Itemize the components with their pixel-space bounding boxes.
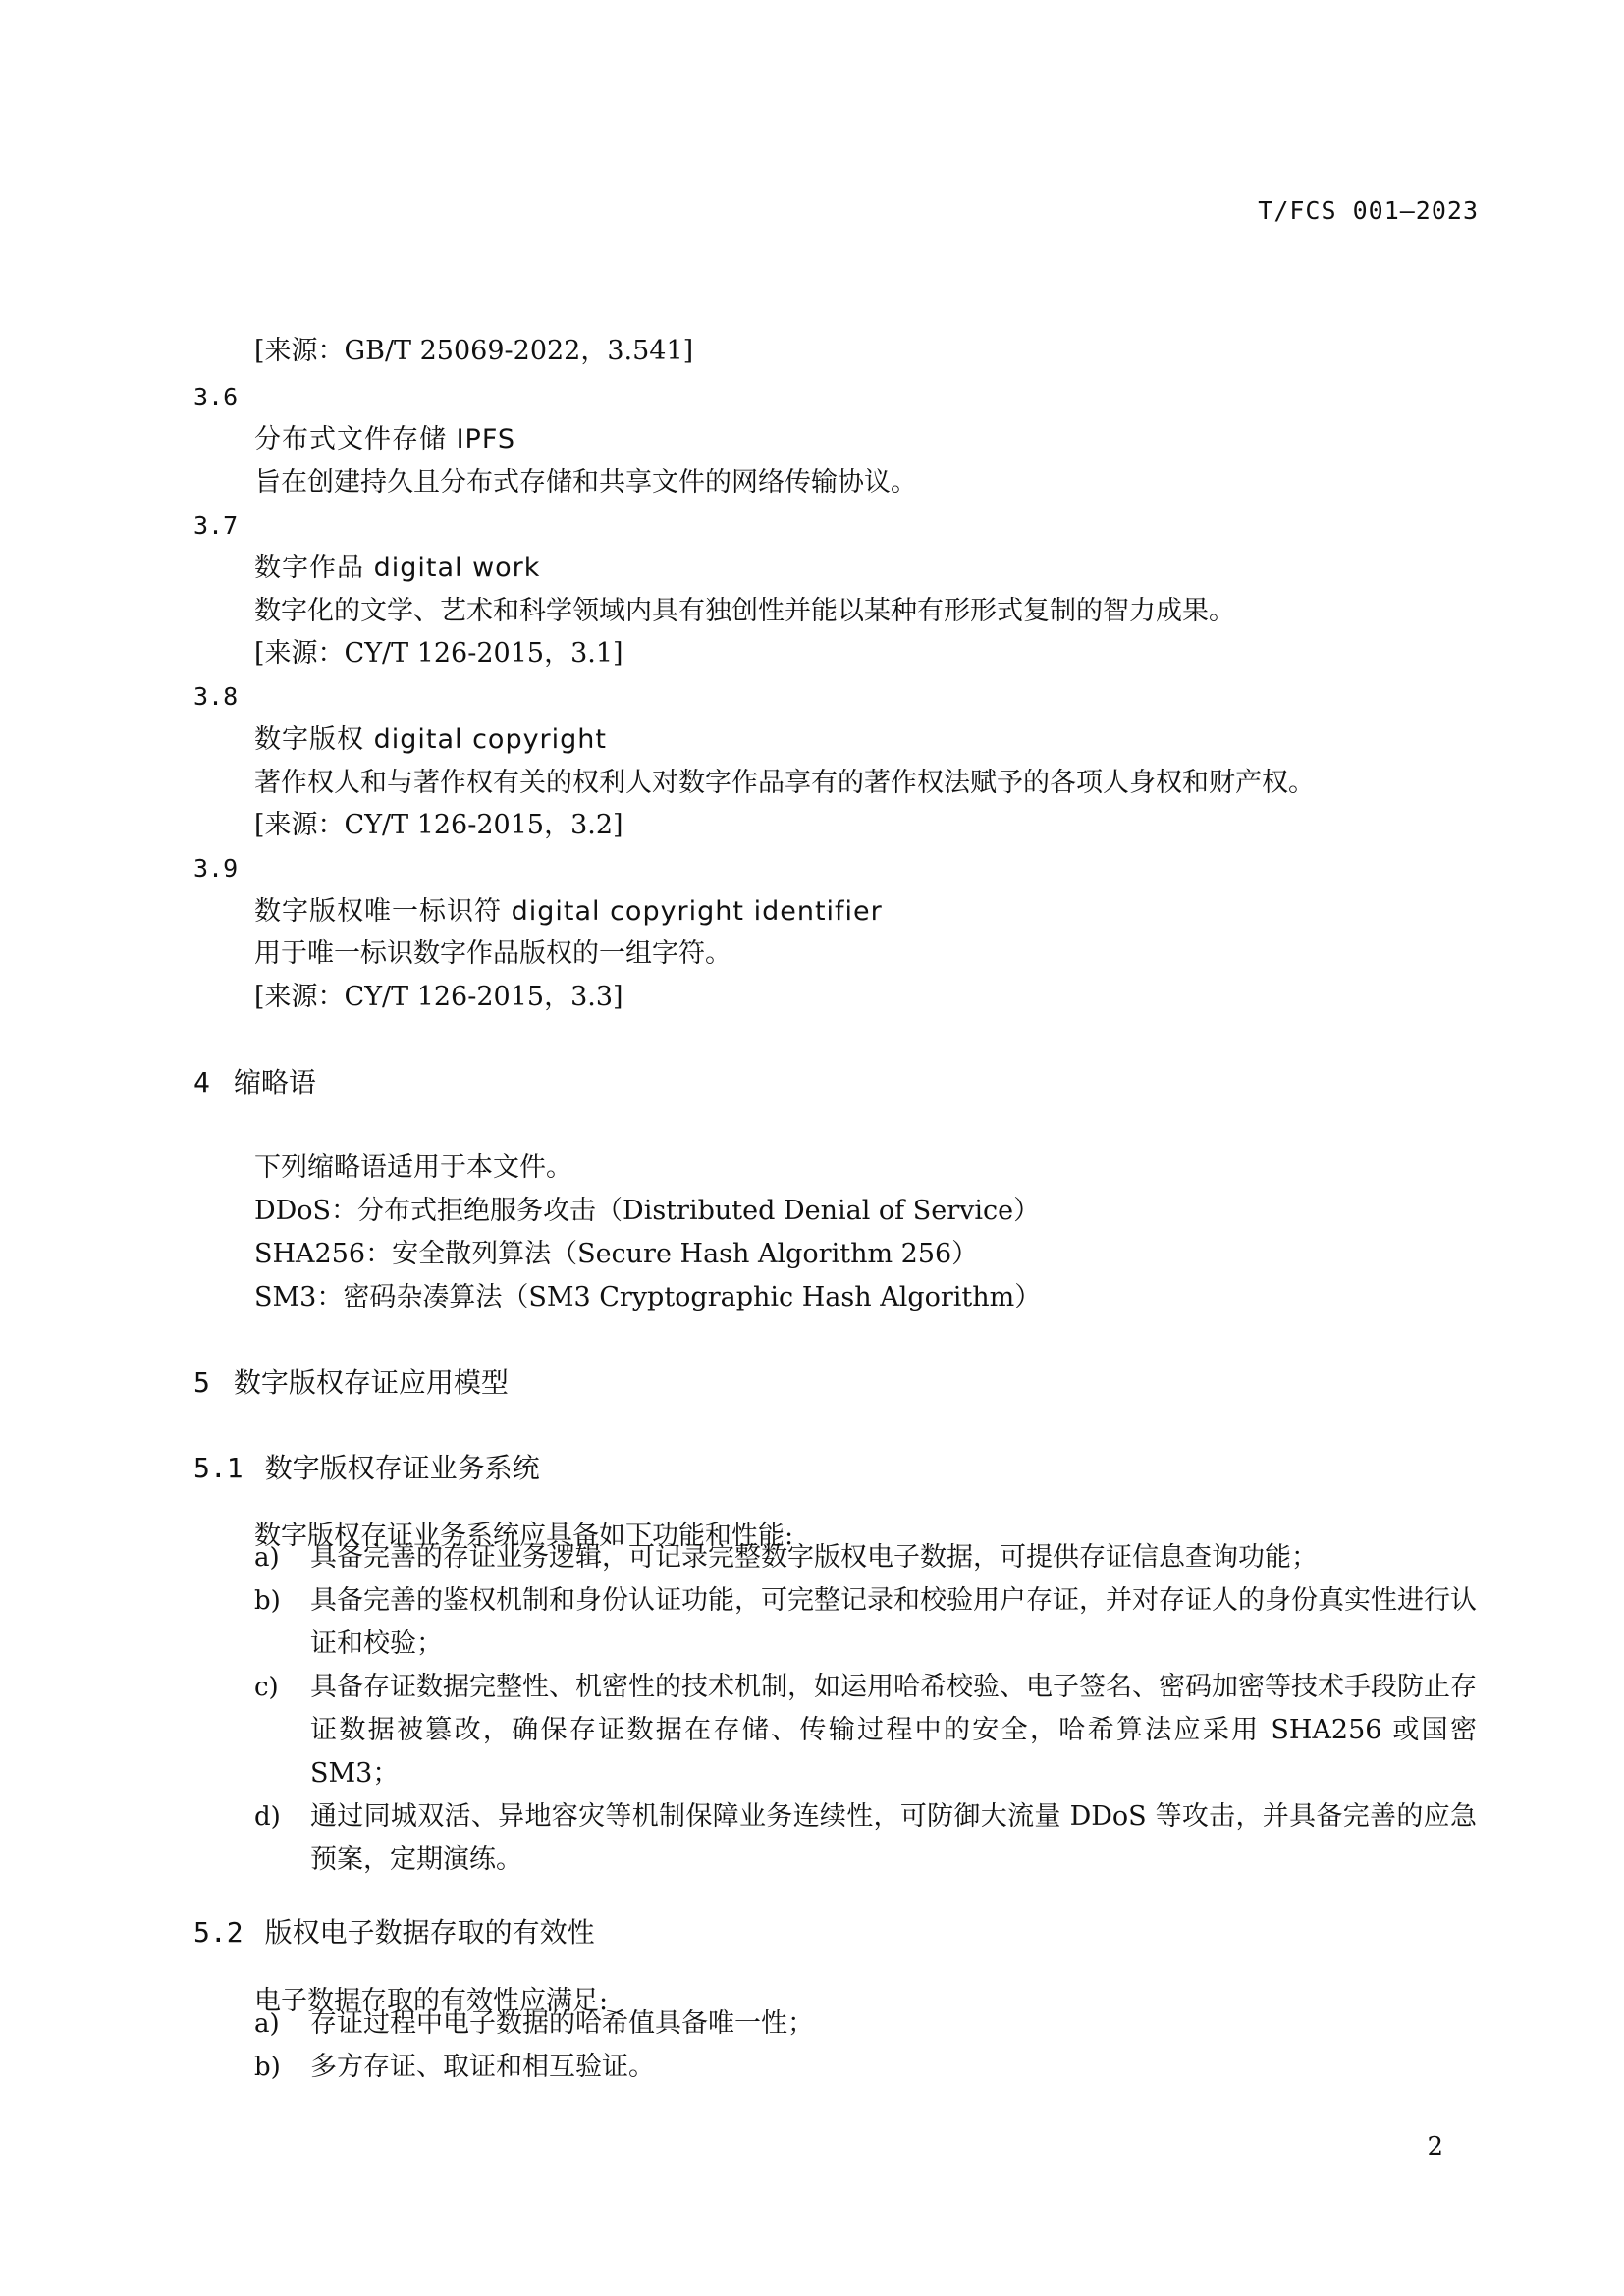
subsection-heading [193,1914,595,1951]
term-definition: 数字化的文学、艺术和科学领域内具有独创性并能以某种有形形式复制的智力成果。 [254,596,1235,626]
list-item-text: 具备完善的鉴权机制和身份认证功能，可完整记录和校验用户存证，并对存证人的身份真实性进行认证和校验； [310,1585,1477,1659]
subsection-number: 5.1 [193,1452,244,1484]
list-item-label: a) [254,1543,280,1573]
term-number: 3.6 [193,383,239,411]
section-number: 4 [193,1066,210,1098]
section-intro: 下列缩略语适用于本文件。 [254,1152,572,1183]
source-reference: [来源：GB/T 25069-2022，3.541] [254,336,694,366]
term-definition: 用于唯一标识数字作品版权的一组字符。 [254,938,731,969]
page-number: 2 [1427,2132,1443,2162]
subsection-intro: 电子数据存取的有效性应满足: [254,1986,609,2016]
subsection-title: 版权电子数据存取的有效性 [264,1916,595,1949]
list-item-label: d) [254,1802,281,1832]
term-number: 3.8 [193,682,239,711]
term-definition: 旨在创建持久且分布式存储和共享文件的网络传输协议。 [254,467,917,498]
subsection-heading [193,1450,540,1487]
list-item-label: b) [254,1586,281,1616]
section-heading [193,1364,509,1402]
subsection-number: 5.2 [193,1916,244,1949]
source-reference: [来源：CY/T 126-2015，3.3] [254,982,623,1012]
term-number: 3.7 [193,511,239,540]
subsection-intro: 数字版权存证业务系统应具备如下功能和性能: [254,1521,794,1551]
term-title: 数字版权唯一标识符 digital copyright identifier [254,896,883,927]
section-heading [193,1064,316,1101]
list-item-text: 存证过程中电子数据的哈希值具备唯一性； [310,2008,814,2039]
term-title: 数字作品 digital work [254,553,541,583]
list-item-label: c) [254,1673,279,1702]
abbreviation-item: SHA256：安全散列算法（Secure Hash Algorithm 256） [254,1239,979,1269]
list-item-text: 具备完善的存证业务逻辑，可记录完整数字版权电子数据，可提供存证信息查询功能； [310,1542,1318,1573]
abbreviation-item: SM3：密码杂凑算法（SM3 Cryptographic Hash Algorithm） [254,1282,1042,1312]
term-number: 3.9 [193,854,239,882]
term-title: 数字版权 digital copyright [254,724,607,755]
list-item-text: 多方存证、取证和相互验证。 [310,2052,655,2082]
list-item-label: b) [254,2053,281,2082]
standard-code: T/FCS 001—2023 [1258,196,1479,225]
subsection-title: 数字版权存证业务系统 [264,1452,540,1484]
section-title: 数字版权存证应用模型 [233,1366,509,1399]
list-item-text: 通过同城双活、异地容灾等机制保障业务连续性，可防御大流量 DDoS 等攻击，并具备完善的应急预案，定期演练。 [310,1801,1477,1875]
list-item-label: a) [254,2009,280,2039]
section-number: 5 [193,1366,210,1399]
term-title: 分布式文件存储 IPFS [254,424,516,454]
term-definition: 著作权人和与著作权有关的权利人对数字作品享有的著作权法赋予的各项人身权和财产权。 [254,768,1315,798]
abbreviation-item: DDoS：分布式拒绝服务攻击（Distributed Denial of Service） [254,1196,1041,1226]
source-reference: [来源：CY/T 126-2015，3.1] [254,638,623,668]
section-title: 缩略语 [233,1066,316,1098]
list-item-text: 具备存证数据完整性、机密性的技术机制，如运用哈希校验、电子签名、密码加密等技术手段防止存证数据被篡改，确保存证数据在存储、传输过程中的安全，哈希算法应采用 SHA256 或国密 SM3； [310,1672,1477,1789]
source-reference: [来源：CY/T 126-2015，3.2] [254,810,623,840]
